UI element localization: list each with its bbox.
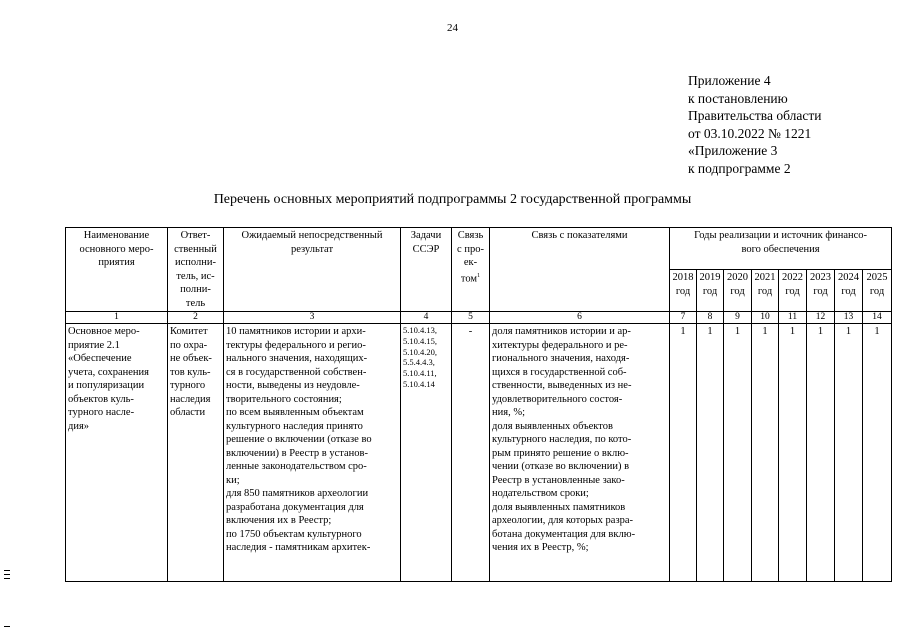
year-header-2018 xyxy=(670,270,697,312)
margin-mark xyxy=(4,570,10,571)
text-line: решение о включении (отказе во xyxy=(226,434,372,445)
text-line: ния, %; xyxy=(492,407,525,418)
cell-year-value: 1 xyxy=(835,324,863,582)
text-line: Задачи xyxy=(410,230,442,241)
text-line: нодательством сроки; xyxy=(492,488,589,499)
text-line: включения их в Реестр; xyxy=(226,515,332,526)
text-line: ся в государственной собствен- xyxy=(226,366,367,378)
year-label: 2024 xyxy=(838,272,859,283)
text-line: доля памятников истории и ар- xyxy=(492,326,631,337)
text-line: ботана документация для вклю- xyxy=(492,528,636,540)
appendix-line: к подпрограмме 2 xyxy=(688,160,791,176)
year-label: 2020 xyxy=(727,272,748,283)
text-line: тектуры федерального и регио- xyxy=(226,339,366,351)
margin-mark xyxy=(4,626,10,627)
year-unit: год xyxy=(785,285,800,297)
column-number: 2 xyxy=(168,312,224,324)
year-header-2019 xyxy=(697,270,724,312)
page-number: 24 xyxy=(447,22,458,34)
column-number: 12 xyxy=(807,312,835,324)
cell-year-value: 1 xyxy=(697,324,724,582)
year-unit: год xyxy=(702,285,718,297)
document-title: Перечень основных мероприятий подпрограммы 2 государственной программы xyxy=(213,192,692,207)
cell-link-projects: - xyxy=(452,324,490,582)
cell-year-value: 1 xyxy=(752,324,779,582)
text-line: тель, ис- xyxy=(176,270,215,282)
cell-indicators xyxy=(490,324,670,582)
header-result xyxy=(224,228,401,312)
text-line: приятие 2.1 xyxy=(68,339,120,351)
text-line: 5.5.4.4.3, xyxy=(403,357,435,368)
header-name xyxy=(66,228,168,312)
text-line: турного насле- xyxy=(68,407,135,418)
year-header-2025 xyxy=(863,270,892,312)
year-unit: год xyxy=(730,285,745,297)
text-line: 5.10.4.20, xyxy=(403,346,437,357)
text-line: тов куль- xyxy=(170,366,211,378)
text-line: турного xyxy=(170,380,206,391)
text-line: Ответ- xyxy=(180,230,211,241)
text-line: удовлетворительного состоя- xyxy=(492,393,623,405)
year-label: 2018 xyxy=(672,272,694,283)
text-line: хитектуры федерального и ре- xyxy=(492,339,628,351)
text-line: доля выявленных объектов xyxy=(492,420,613,432)
text-line: для 850 памятников археологии xyxy=(226,488,369,499)
text-line: ности, выведены из неудовле- xyxy=(226,380,360,391)
text-line: объектов куль- xyxy=(68,393,134,405)
cell-name xyxy=(66,324,168,582)
year-label: 2021 xyxy=(754,272,776,283)
text-line: гионального значения, находя- xyxy=(492,353,630,364)
year-header-2022 xyxy=(779,270,807,312)
activities-table xyxy=(65,227,892,582)
header-tasks xyxy=(401,228,452,312)
text-line: Наименование xyxy=(83,230,150,241)
year-label: 2022 xyxy=(782,272,803,283)
column-number: 6 xyxy=(490,312,670,324)
text-line: 5.10.4.15, xyxy=(403,335,437,346)
cell-responsible xyxy=(168,324,224,582)
year-unit: год xyxy=(675,285,691,297)
text-line: культурного наследия принято xyxy=(226,420,363,432)
footnote-mark: 1 xyxy=(477,272,481,279)
text-line: нального значения, находящих- xyxy=(226,353,368,364)
header-years-group xyxy=(670,228,892,270)
year-unit: год xyxy=(869,285,885,297)
text-line: по 1750 объектам культурного xyxy=(226,528,362,540)
text-line: ленные законодательством сро- xyxy=(226,461,367,472)
text-line: Реестр в установленные зако- xyxy=(492,474,625,486)
text-line: приятия xyxy=(98,257,135,268)
text-line: ственности, выведенных из не- xyxy=(492,380,632,391)
text-line: по всем выявленным объектам xyxy=(226,407,364,418)
table-row xyxy=(66,324,892,582)
column-number: 14 xyxy=(863,312,892,324)
cell-year-value: 1 xyxy=(670,324,697,582)
cell-year-value: 1 xyxy=(807,324,835,582)
text-line: дия» xyxy=(68,420,90,432)
year-header-2021 xyxy=(752,270,779,312)
text-line: «Обеспечение xyxy=(68,353,132,364)
year-label: 2025 xyxy=(866,272,888,283)
year-header-2023 xyxy=(807,270,835,312)
margin-mark xyxy=(4,578,10,579)
text-line: 5.10.4.13, xyxy=(403,325,437,335)
column-number: 13 xyxy=(835,312,863,324)
text-line: 5.10.4.11, xyxy=(403,368,437,379)
column-number: 1 xyxy=(66,312,168,324)
text-line: ственный xyxy=(174,243,217,255)
cell-year-value: 1 xyxy=(779,324,807,582)
text-line: Ожидаемый непосредственный xyxy=(241,230,383,241)
text-line: основного меро- xyxy=(79,243,154,255)
text-line: творительного состояния; xyxy=(226,393,342,405)
column-number: 8 xyxy=(697,312,724,324)
text-line: Основное меро- xyxy=(68,326,140,337)
text-line: вого обеспечения xyxy=(741,243,820,255)
text-line: не объек- xyxy=(170,353,212,364)
text-line: рым принято решение о вклю- xyxy=(492,447,629,459)
text-line: тель xyxy=(185,297,206,309)
text-line: Связь xyxy=(457,230,484,241)
text-line: с про- xyxy=(457,243,484,255)
text-line: исполни- xyxy=(175,257,216,268)
column-number: 4 xyxy=(401,312,452,324)
appendix-line: от 03.10.2022 № 1221 xyxy=(688,125,812,141)
year-label: 2019 xyxy=(699,272,721,283)
text-line: результат xyxy=(290,243,334,255)
text-line: области xyxy=(170,407,206,418)
text-line: 5.10.4.14 xyxy=(403,378,435,389)
column-number: 9 xyxy=(724,312,752,324)
text-line: по охра- xyxy=(170,339,208,351)
year-label: 2023 xyxy=(810,272,831,283)
year-unit: год xyxy=(841,285,856,297)
column-number: 11 xyxy=(779,312,807,324)
text-line: ки; xyxy=(226,474,240,486)
year-unit: год xyxy=(757,285,773,297)
text-line: ССЭР xyxy=(412,243,440,255)
header-responsible xyxy=(168,228,224,312)
text-line: разработана документация для xyxy=(226,501,364,513)
text-line: наследия - памятникам архитек- xyxy=(226,542,371,553)
margin-mark xyxy=(4,574,10,575)
column-number: 10 xyxy=(752,312,779,324)
text-line: и популяризации xyxy=(68,380,145,391)
cell-year-value: 1 xyxy=(863,324,892,582)
header-link-indicators: Связь с показателями xyxy=(490,228,670,312)
text-line: полни- xyxy=(180,284,211,295)
year-unit: год xyxy=(813,285,828,297)
appendix-line: Правительства области xyxy=(688,108,822,123)
appendix-line: к постановлению xyxy=(688,90,788,106)
cell-result xyxy=(224,324,401,582)
header-link-projects xyxy=(452,228,490,312)
cell-tasks xyxy=(401,324,452,582)
column-numbers-row xyxy=(66,312,892,324)
text-line: Годы реализации и источник финансо- xyxy=(694,230,868,241)
year-header-2020 xyxy=(724,270,752,312)
text-line: том xyxy=(460,273,478,284)
text-line: чения их в Реестр, %; xyxy=(492,542,589,553)
text-line: культурного наследия, по кото- xyxy=(492,434,632,445)
text-line: чении (отказе во включении) в xyxy=(492,461,630,472)
column-number: 5 xyxy=(452,312,490,324)
appendix-line: Приложение 4 xyxy=(688,73,771,88)
header-row xyxy=(66,228,892,270)
text-line: Комитет xyxy=(170,326,208,337)
cell-year-value: 1 xyxy=(724,324,752,582)
text-line: включении) в Реестр в установ- xyxy=(226,447,368,459)
appendix-block xyxy=(688,72,821,177)
text-line: ек- xyxy=(463,257,478,268)
year-header-2024 xyxy=(835,270,863,312)
text-line: наследия xyxy=(170,393,211,405)
text-line: 10 памятников истории и архи- xyxy=(226,326,366,337)
text-line: доля выявленных памятников xyxy=(492,501,626,513)
column-number: 3 xyxy=(224,312,401,324)
appendix-line: «Приложение 3 xyxy=(688,143,778,158)
text-line: учета, сохранения xyxy=(68,366,149,378)
text-line: щихся в государственной соб- xyxy=(492,366,627,378)
column-number: 7 xyxy=(670,312,697,324)
text-line: археологии, для которых разра- xyxy=(492,515,634,526)
